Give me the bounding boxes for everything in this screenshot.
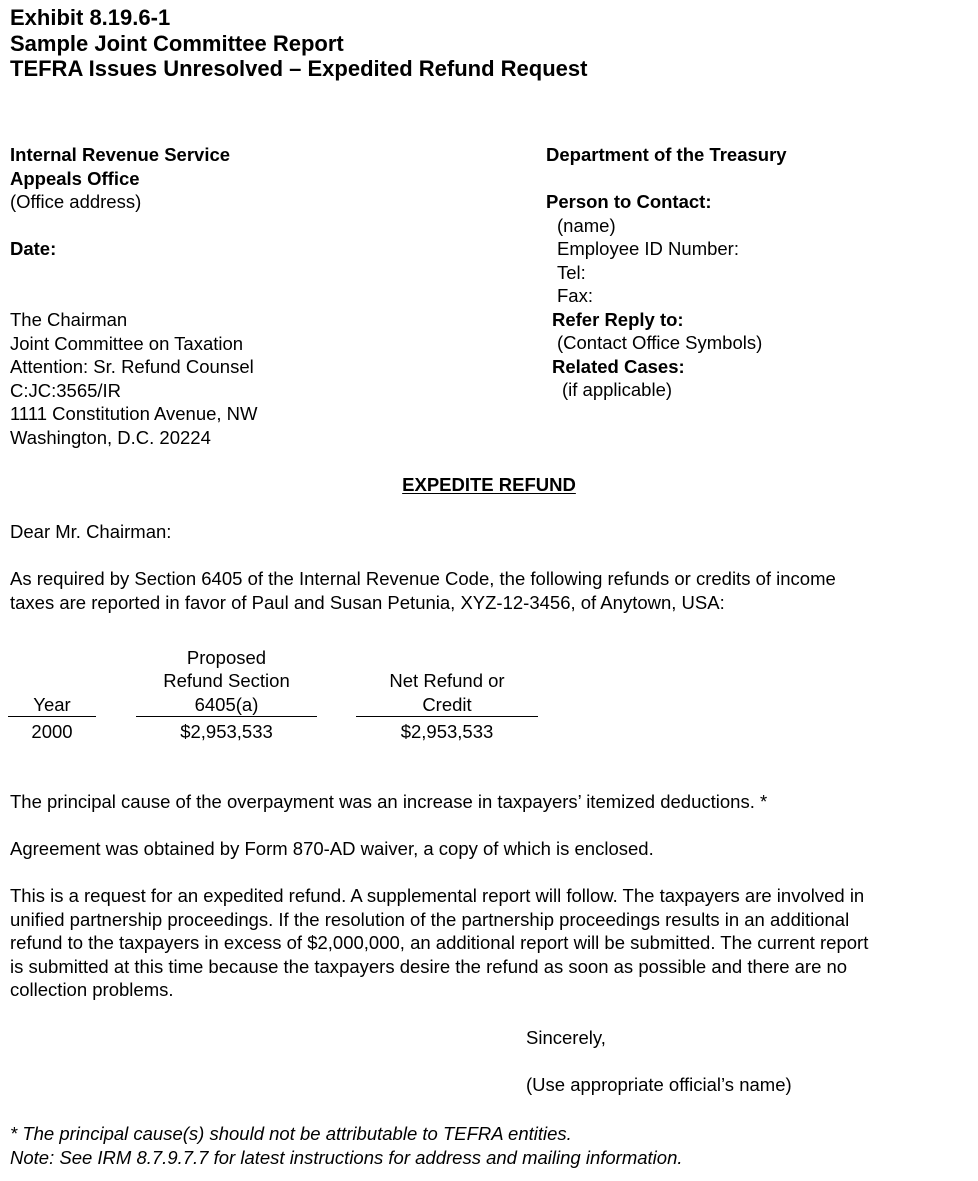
heading-text: EXPEDITE REFUND xyxy=(402,474,576,495)
exhibit-number: Exhibit 8.19.6-1 xyxy=(10,5,171,30)
expedite-refund-heading xyxy=(0,473,978,497)
salutation: Dear Mr. Chairman: xyxy=(10,521,172,542)
cell-year: 2000 xyxy=(31,721,73,742)
signature-placeholder: (Use appropriate official’s name) xyxy=(526,1074,792,1095)
agreement-paragraph: Agreement was obtained by Form 870-AD waiver, a copy of which is enclosed. xyxy=(10,838,654,859)
refer-reply-label: Refer Reply to: xyxy=(552,308,684,330)
header-line: 6405(a) xyxy=(194,693,259,715)
fax-label: Fax: xyxy=(557,285,593,306)
document-title-block xyxy=(10,5,587,82)
recipient-line: Joint Committee on Taxation xyxy=(10,332,244,354)
refund-table xyxy=(0,645,560,745)
related-cases-label: Related Cases: xyxy=(552,355,685,377)
request-line: unified partnership proceedings. If the resolution of the partnership proceedings results in an additional xyxy=(10,908,850,930)
employee-id-label: Employee ID Number: xyxy=(557,238,739,259)
document-title: Sample Joint Committee Report xyxy=(10,30,344,56)
contact-block xyxy=(546,143,787,402)
date-label: Date: xyxy=(10,238,57,259)
request-line: collection problems. xyxy=(10,979,174,1000)
request-line: is submitted at this time because the taxpayers desire the refund as soon as possible and there are no xyxy=(10,955,848,977)
sender-org: Internal Revenue Service xyxy=(10,144,231,165)
column-header-proposed-refund xyxy=(136,646,317,718)
department-name: Department of the Treasury xyxy=(546,144,787,165)
tel-label: Tel: xyxy=(557,261,586,283)
document-subtitle: TEFRA Issues Unresolved – Expedited Refund Request xyxy=(10,56,588,81)
recipient-line: Attention: Sr. Refund Counsel xyxy=(10,356,254,377)
column-header-net-refund xyxy=(356,669,538,717)
sender-block xyxy=(10,143,230,261)
recipient-line: The Chairman xyxy=(10,309,128,330)
header-line: Refund Section xyxy=(163,670,290,691)
header-line: Net Refund or xyxy=(389,670,505,691)
asterisk-footnote: * The principal cause(s) should not be attributable to TEFRA entities. xyxy=(10,1123,572,1144)
intro-paragraph xyxy=(10,567,970,614)
recipient-line: Washington, D.C. 20224 xyxy=(10,426,211,448)
recipient-address xyxy=(10,308,258,449)
request-line: This is a request for an expedited refund. A supplemental report will follow. The taxpayers are involved in xyxy=(10,885,865,906)
column-header-year xyxy=(8,693,96,718)
cell-net-refund: $2,953,533 xyxy=(400,721,494,742)
sender-address: (Office address) xyxy=(10,191,142,212)
intro-line: taxes are reported in favor of Paul and Susan Petunia, XYZ-12-3456, of Anytown, USA: xyxy=(10,591,725,613)
person-to-contact-label: Person to Contact: xyxy=(546,191,712,212)
sender-office: Appeals Office xyxy=(10,167,140,189)
request-line: refund to the taxpayers in excess of $2,000,000, an additional report will be submitted. The current report xyxy=(10,932,869,953)
cell-proposed-refund: $2,953,533 xyxy=(180,721,273,742)
related-cases-value: (if applicable) xyxy=(562,379,673,400)
recipient-line: 1111 Constitution Avenue, NW xyxy=(10,403,258,424)
contact-name: (name) xyxy=(557,214,616,236)
sign-off: Sincerely, xyxy=(526,1027,606,1048)
request-paragraph xyxy=(10,884,970,1002)
header-line: Credit xyxy=(422,693,472,715)
header-line: Year xyxy=(33,693,71,715)
irm-note: Note: See IRM 8.7.9.7.7 for latest instructions for address and mailing information. xyxy=(10,1147,683,1168)
cause-paragraph: The principal cause of the overpayment was an increase in taxpayers’ itemized deductions. * xyxy=(10,791,768,812)
refer-reply-value: (Contact Office Symbols) xyxy=(557,332,763,353)
header-line: Proposed xyxy=(186,646,267,668)
intro-line: As required by Section 6405 of the Internal Revenue Code, the following refunds or credits of income xyxy=(10,568,836,589)
recipient-line: C:JC:3565/IR xyxy=(10,379,122,401)
